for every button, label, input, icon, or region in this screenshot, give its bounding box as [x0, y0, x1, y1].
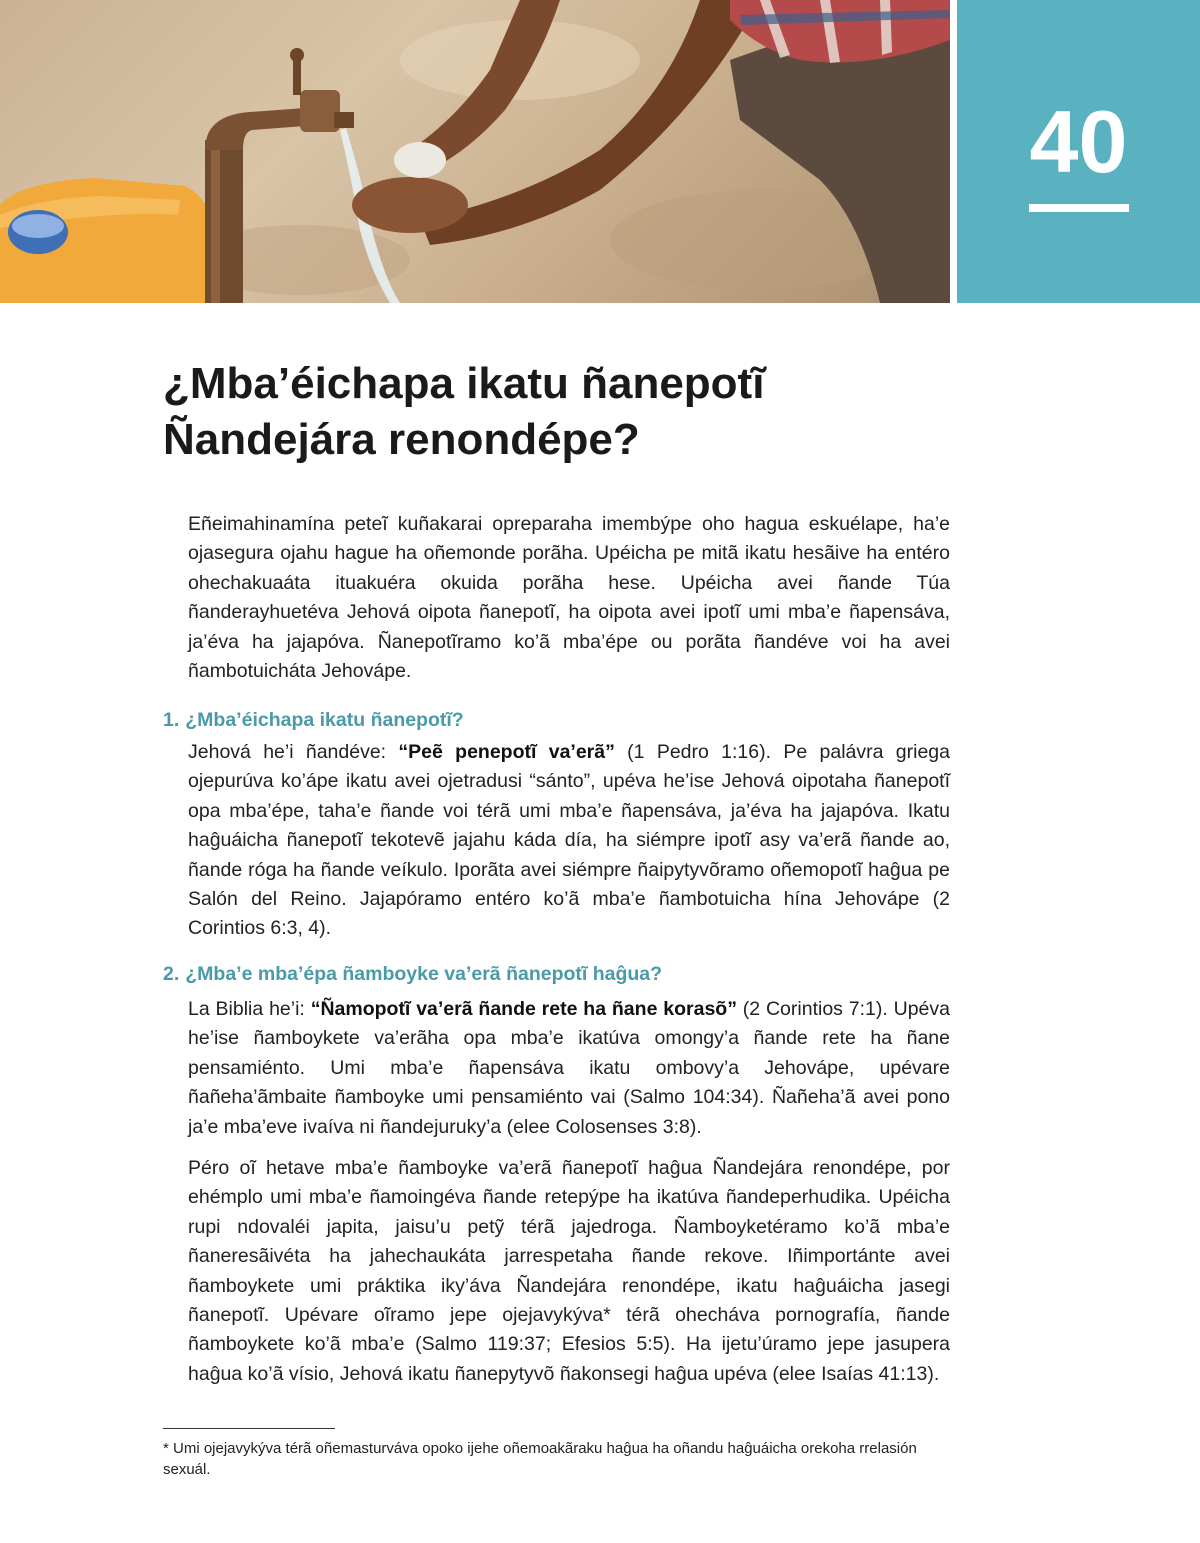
- footnote: * Umi ojejavykýva térã oñemasturváva opoko ijehe oñemoakãraku haĝua ha oñandu haĝuáicha orekoha rrelasión sexuál.: [163, 1440, 917, 1478]
- section-1-scripture-quote: “Peẽ penepotĩ va’erã”: [398, 741, 615, 763]
- question-1-heading: [163, 706, 464, 734]
- question-1-number: 1.: [163, 709, 180, 731]
- question-2-number: 2.: [163, 963, 180, 985]
- section-1-paragraph: [188, 738, 950, 944]
- section-2-paragraph-1: [188, 995, 950, 1142]
- title-line-2: Ñandejára renondépe?: [163, 415, 640, 464]
- title-line-1: ¿Mba’éichapa ikatu ñanepotĩ: [163, 359, 765, 408]
- footnote-divider: [163, 1428, 335, 1429]
- footnote-marker: *: [603, 1304, 611, 1327]
- question-2-text: ¿Mba’e mba’épa ñamboyke va’erã ñanepotĩ haĝua?: [185, 963, 663, 985]
- page-title: [163, 356, 983, 468]
- section-2-paragraph-2: [188, 1154, 950, 1389]
- section-2-scripture-quote: “Ñamopotĩ va’erã ñande rete ha ñane korasõ”: [310, 998, 737, 1020]
- lesson-number: 40: [1029, 92, 1128, 191]
- section-1-intro-text: Jehová he’i ñandéve:: [188, 741, 399, 763]
- section-2-p2-text-b: térã ohecháva pornografía, ñande ñamboykete ko’ã mba’e (Salmo 119:37; Efesios 5:5). Ha ijetu’úramo jepe jasupera haĝua ko’ã vísio, Jehová ikatu ñanepytyvõ ñakonsegi haĝua upéva (elee Isaías 41:13).: [188, 1304, 950, 1385]
- hero-image: [0, 0, 950, 303]
- lesson-number-underline: [1029, 204, 1129, 212]
- question-1-text: ¿Mba’éichapa ikatu ñanepotĩ?: [185, 709, 464, 731]
- hand-washing-illustration: [0, 0, 950, 303]
- section-2-body-text: (2 Corintios 7:1). Upéva he’ise ñamboykete va’erãha opa mba’e ikatúva omongy’a ñande rete ha ñane pensamiénto. Umi mba’e ñapensáva ikatu ombovy’a Jehovápe, upévare ñañeha’ãmbaite ñamboyke umi pensamiénto vai (Salmo 104:34). Ñañeha’ã avei pono ja’e mba’eve ivaíva ni ñandejuruky’a (elee Colosenses 3:8).: [188, 998, 950, 1138]
- section-2-p2-text-a: Péro oĩ hetave mba’e ñamboyke va’erã ñanepotĩ haĝua Ñandejára renondépe, por ehémplo umi mba’e ñamoingéva ñande retepýpe ha ikatúva ñandeperhudika. Upéicha rupi ndovaléi japita, jaisu’u petỹ térã jajedroga. Ñamboyketéramo ko’ã mba’e ñaneresãivéta ha jahechaukáta jarrespetaha ñande rekove. Iñimportánte avei ñamboykete umi práktika iky’áva Ñandejára renondépe, ikatu haĝuáicha jasegi ñanepotĩ. Upévare oĩramo jepe ojejavykýva: [188, 1157, 950, 1327]
- intro-paragraph: Eñeimahinamína peteĩ kuñakarai opreparaha imembýpe oho hagua eskuélape, ha’e ojasegura ojahu hague ha oñemonde porãha. Upéicha pe mitã ikatu hesãive ha entéro ohechakuaáta ituakuéra okuida porãha hese. Upéicha avei ñande Túa ñanderayhuetéva Jehová oipota ñanepotĩ, ha oipota avei ipotĩ umi mba’e ñapensáva, ja’éva ha jajapóva. Ñanepotĩramo ko’ã mba’épe ou porãta ñandéve voi ha avei ñambotuicháta Jehovápe.: [188, 513, 950, 683]
- question-2-heading: [163, 960, 662, 988]
- section-2-intro-text: La Biblia he’i:: [188, 998, 311, 1020]
- section-1-body-text: (1 Pedro 1:16). Pe palávra griega ojepurúva ko’ápe ikatu avei ojetradusi “sánto”, upéva he’ise Jehová oipotaha ñanepotĩ opa mba’épe, taha’e ñande voi térã umi mba’e ñapensáva, ja’éva ha jajapóva. Ikatu haĝuáicha ñanepotĩ tekotevẽ jajahu káda día, ha siémpre ipotĩ asy va’erã ñande ao, ñande róga ha ñande veíkulo. Iporãta avei siémpre ñaipytyvõramo oñemopotĩ haĝua pe Salón del Reino. Jajapóramo entéro ko’ã mba’e ñambotuicha hína Jehovápe (2 Corintios 6:3, 4).: [188, 741, 950, 940]
- lesson-number-box: [957, 0, 1200, 303]
